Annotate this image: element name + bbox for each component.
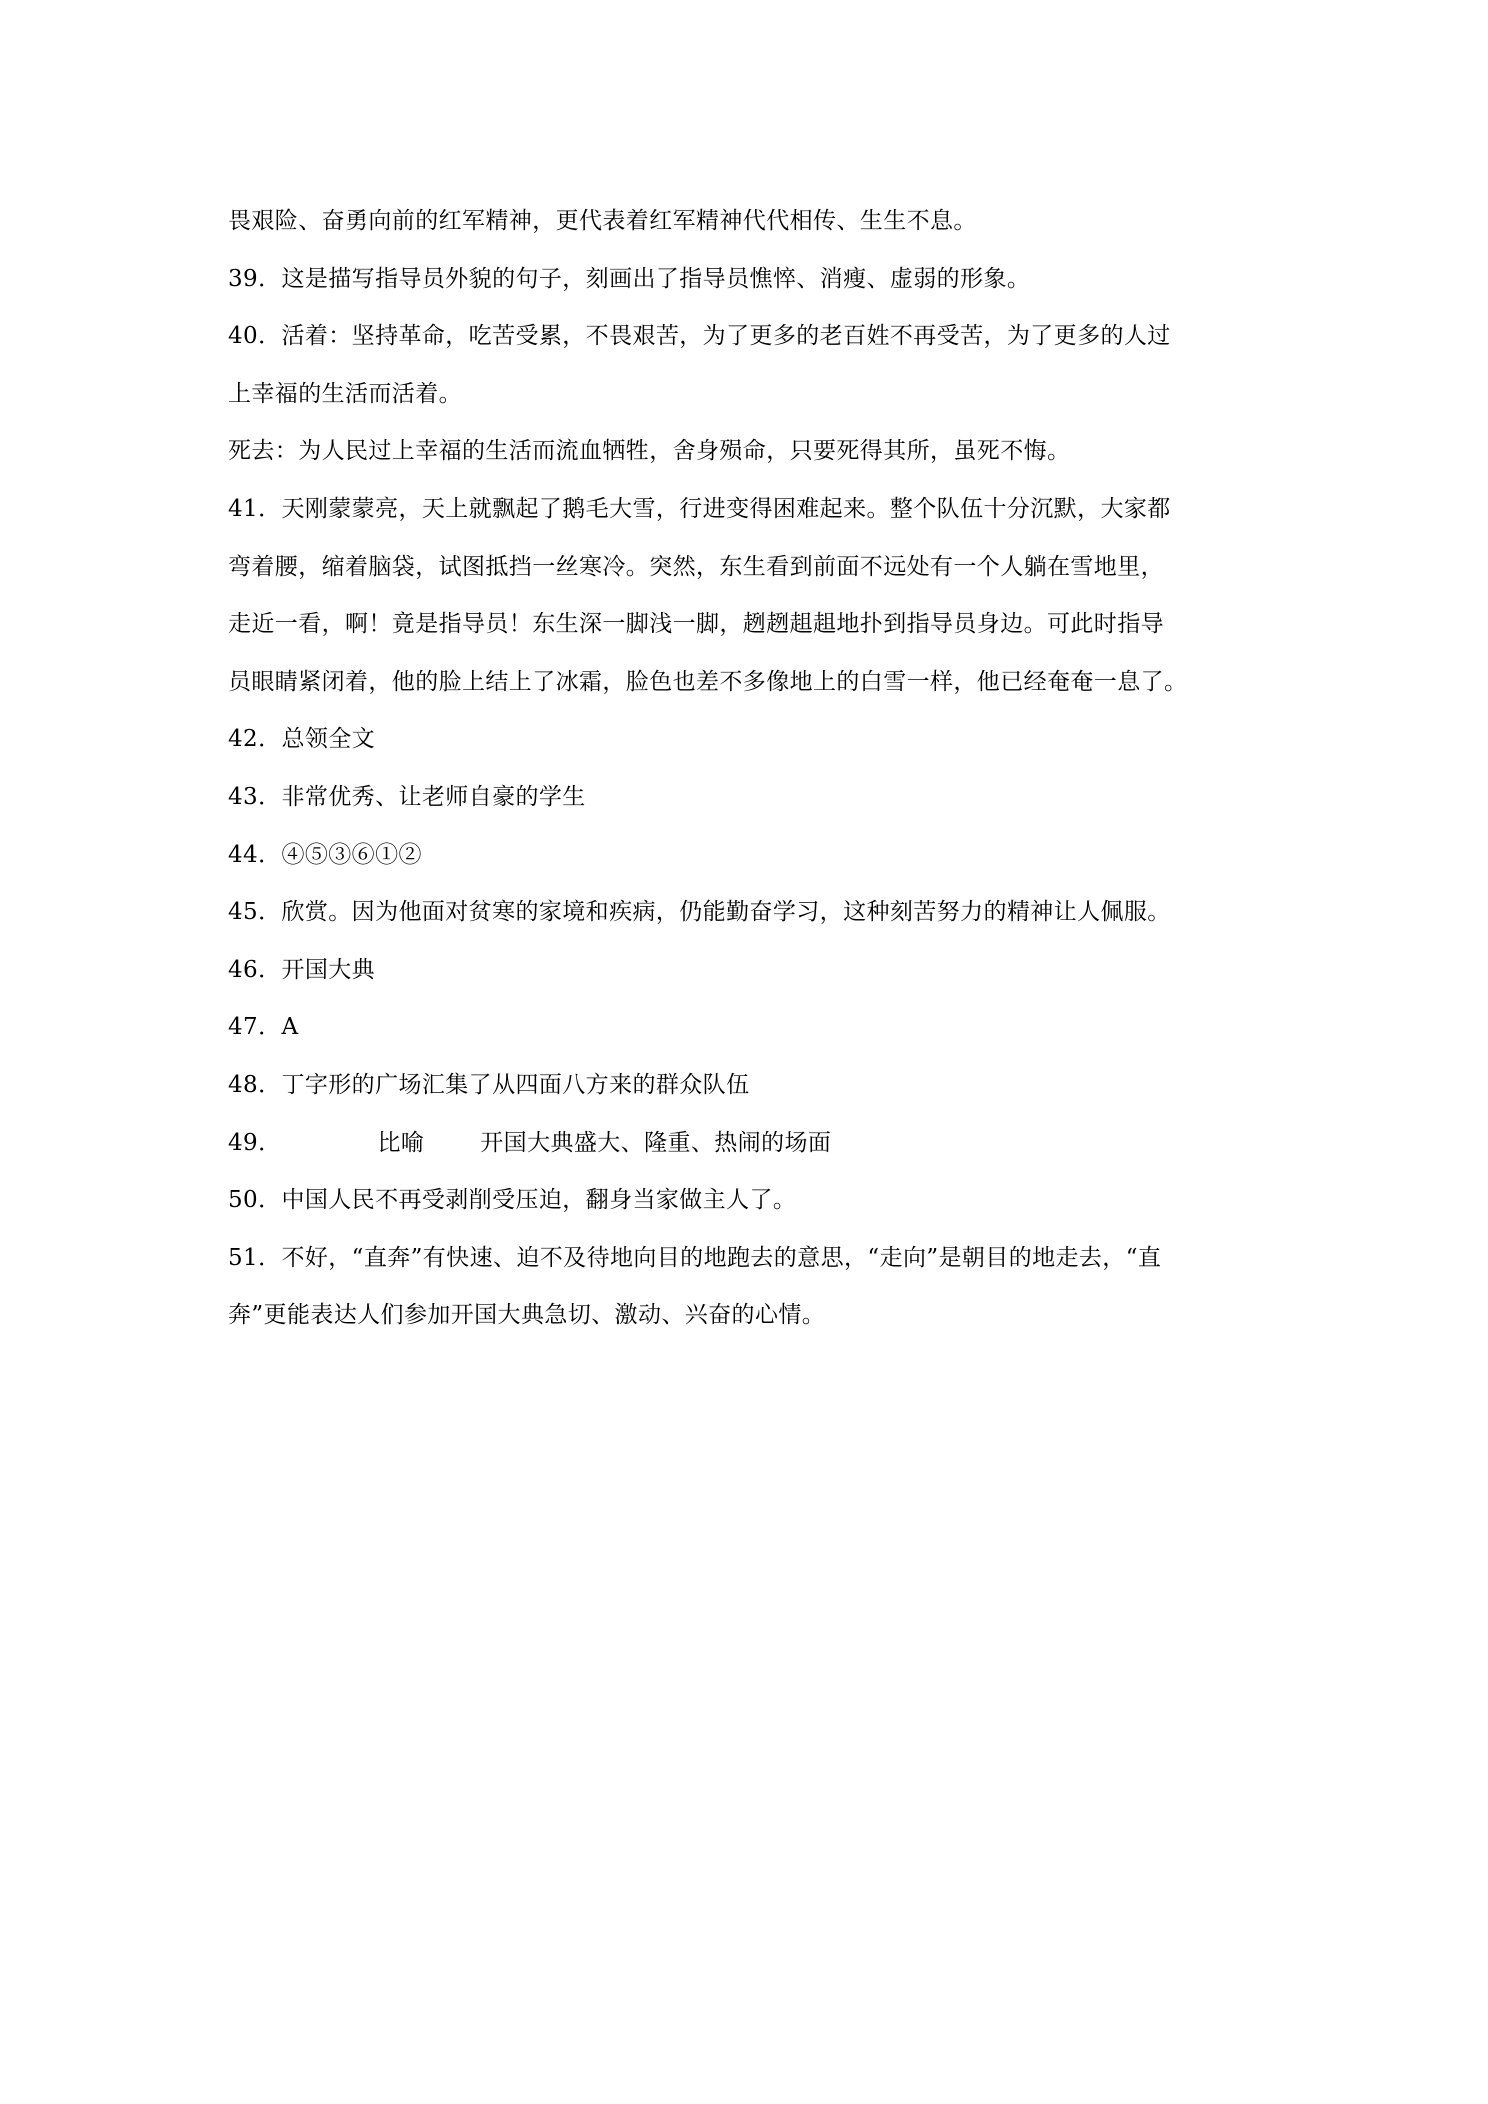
- text-line: 弯着腰，缩着脑袋，试图抵挡一丝寒冷。突然，东生看到前面不远处有一个人躺在雪地里，: [228, 553, 1164, 580]
- text-line: 上幸福的生活而活着。: [228, 380, 462, 407]
- text-line: 43．非常优秀、让老师自豪的学生: [228, 783, 586, 810]
- answer-blank-1: 比喻: [377, 1129, 425, 1156]
- answer-51: [228, 1230, 1272, 1345]
- answer-41: [228, 481, 1272, 711]
- text-line: 员眼睛紧闭着，他的脸上结上了冰霜，脸色也差不多像地上的白雪一样，他已经奄奄一息了。: [228, 668, 1188, 695]
- text-line: 41．天刚蒙蒙亮，天上就飘起了鹅毛大雪，行进变得困难起来。整个队伍十分沉默，大家都: [228, 495, 1171, 522]
- text-line: 40．活着：坚持革命，吃苦受累，不畏艰苦，为了更多的老百姓不再受苦，为了更多的人过: [228, 323, 1171, 350]
- text-line: 畏艰险、奋勇向前的红军精神，更代表着红军精神代代相传、生生不息。: [228, 208, 977, 234]
- answer-44: [228, 827, 1272, 885]
- text-line: 47．A: [228, 1014, 299, 1041]
- text-line: 39．这是描写指导员外貌的句子，刻画出了指导员憔悴、消瘦、虚弱的形象。: [228, 265, 1031, 292]
- text-line: 48．丁字形的广场汇集了从四面八方来的群众队伍: [228, 1071, 750, 1098]
- answer-list: [228, 193, 1272, 1345]
- answer-47: [228, 999, 1272, 1057]
- answer-49: [228, 1115, 1272, 1173]
- answer-40: [228, 308, 1272, 423]
- text-line: 46．开国大典: [228, 956, 376, 983]
- text-line: 走近一看，啊！竟是指导员！东生深一脚浅一脚，趔趔趄趄地扑到指导员身边。可此时指导: [228, 611, 1164, 638]
- text-line: 44．④⑤③⑥①②: [228, 841, 422, 868]
- answer-40-part2: [228, 423, 1272, 481]
- text-line: 45．欣赏。因为他面对贫寒的家境和疾病，仍能勤奋学习，这种刻苦努力的精神让人佩服。: [228, 899, 1171, 926]
- answer-42: [228, 711, 1272, 769]
- text-line: 奔”更能表达人们参加开国大典急切、激动、兴奋的心情。: [228, 1302, 826, 1329]
- text-line: 51．不好，“直奔”有快速、迫不及待地向目的地跑去的意思，“走向”是朝目的地走去，“直: [228, 1244, 1162, 1271]
- answer-blank-2: 开国大典盛大、隆重、热闹的场面: [480, 1129, 832, 1156]
- continued-answer: [228, 193, 1272, 251]
- answer-48: [228, 1057, 1272, 1115]
- text-line: 42．总领全文: [228, 726, 376, 753]
- answer-46: [228, 942, 1272, 1000]
- text-line: 50．中国人民不再受剥削受压迫，翻身当家做主人了。: [228, 1187, 797, 1214]
- answer-50: [228, 1172, 1272, 1230]
- answer-45: [228, 884, 1272, 942]
- text-line: 死去：为人民过上幸福的生活而流血牺牲，舍身殒命，只要死得其所，虽死不悔。: [228, 438, 1071, 465]
- answer-43: [228, 769, 1272, 827]
- text-line: [228, 1115, 1272, 1173]
- answer-39: [228, 251, 1272, 309]
- question-number: 49．: [228, 1129, 282, 1156]
